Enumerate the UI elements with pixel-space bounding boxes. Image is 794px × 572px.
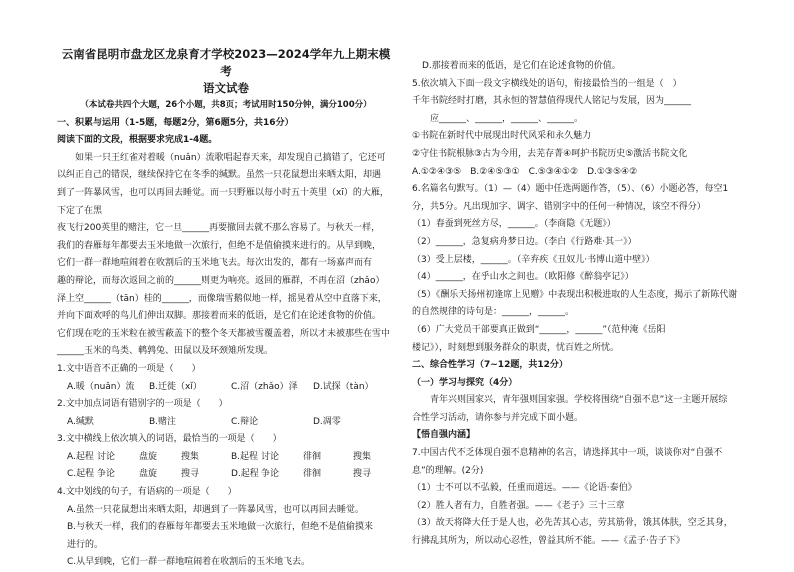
question-6-line: （6）广大党员干部要真正做到“______，______”（范仲淹《岳阳 xyxy=(412,324,666,335)
option-word: 讨论 xyxy=(261,451,280,462)
question-5-item-1: ①书院在新时代中展现出时代风采和永久魅力 xyxy=(412,131,592,142)
question-4-option-c[interactable]: C.从早到晚，它们一群一群地喧闹着在收割后的玉米地飞去。 xyxy=(67,557,311,568)
question-1: 1.文中语音不正确的一项是（ ） xyxy=(57,363,201,374)
intro-line: 青年兴则国家兴，青年强则国家强。学校将围绕“自强不息”这一主题开展综 xyxy=(430,395,728,406)
question-4-option-b-cont: 进行的。 xyxy=(67,539,104,550)
option[interactable]: B.赌注 xyxy=(149,416,177,427)
question-5-item-2: ②守住书院根脉③古为今用，去芜存菁④呵护书院历史⑤激活书院文化 xyxy=(412,148,688,159)
question-3-options-cd xyxy=(57,466,395,484)
option[interactable]: C.沼（zhǎo）泽 xyxy=(231,381,298,392)
question-3: 3.文中横线上依次填入的词语，最恰当的一项是（ ） xyxy=(57,434,282,445)
question-7-line: （1）士不可以不弘毅，任重而道远。——《论语·泰伯》 xyxy=(412,483,637,494)
left-column xyxy=(57,46,395,572)
option-word: 搜集 xyxy=(181,451,200,462)
option[interactable]: D.试探（tàn） xyxy=(313,381,374,392)
option[interactable]: A.起程 xyxy=(67,451,94,462)
subsection-1-heading: （一）学习与探究（4分） xyxy=(412,377,518,388)
passage-line: 我们的春雁每年都要去玉米地做一次旅行，但绝不是值偷摸来进行的。从早到晚， xyxy=(57,240,382,251)
question-7-line: （2）胜人者有力，自胜者强。——《老子》三十三章 xyxy=(412,500,625,511)
passage-line: 它们一群一群地喧闹着在收割后的玉米地飞去。每次出发的，都有一场嘉声而有 xyxy=(57,258,373,269)
option[interactable]: D.起程 xyxy=(231,469,259,480)
option-word: 讨论 xyxy=(97,451,116,462)
section-1-heading: 一、积累与运用（1-5题，每题2分，第6题5分，共16分） xyxy=(57,117,294,128)
question-7-line: （3）故天将降大任于是人也，必先苦其心志，劳其筋骨，饿其体肤，空乏其身， xyxy=(412,518,733,529)
option-word: 徘徊 xyxy=(303,469,322,480)
reading-instruction: 阅读下面的文段，根据要求完成1-4题。 xyxy=(57,135,218,146)
option[interactable]: C.辩论 xyxy=(231,416,259,427)
option-word: 搜寻 xyxy=(353,469,372,480)
option[interactable]: A.缄默 xyxy=(67,416,94,427)
intro-line: 合性学习活动，请你参与并完成下面小题。 xyxy=(412,412,584,423)
question-6-cont: 分，共5分。凡出现加字、调字、错别字中的任何一种情况，该空不得分） xyxy=(412,201,706,212)
question-6-line: （4）______，在乎山水之间也。（欧阳修《醉翁亭记》） xyxy=(412,272,634,283)
question-4-option-a[interactable]: A.虽然一只花鼠想出来晒太阳，却遇到了一阵暴风雪，也可以再回去睡觉。 xyxy=(67,504,364,515)
passage-line: 趣的辩论，而每次返回之前的______则更为响亮。返回的雁群，不再在沼（zhǎo） xyxy=(57,275,385,286)
option-word: 争论 xyxy=(261,469,280,480)
question-6-line: （2）______，急复病舟梦日边。（李白《行路难·其一》） xyxy=(412,236,637,247)
question-7: 7.中国古代不乏体现自强不息精神的名言，请选择其中一项，谈谈你对“自强不 xyxy=(412,448,723,459)
passage-line: 如果一只王红雀对着暖（nuǎn）流歌唱起春天来，却发现自己搞错了，它还可 xyxy=(75,152,386,163)
question-6: 6.名篇名句默写。（1）—（4）题中任选两题作答，（5）、（6）小题必答，每空1 xyxy=(412,184,729,195)
question-6-line: 的自然规律的诗句是：______，______。 xyxy=(412,307,575,318)
question-4-option-b[interactable]: B.与秋天一样，我们的春雁每年都要去玉米地做一次旅行，但绝不是值偷摸来 xyxy=(67,522,374,533)
exam-note: （本试卷共四个大题，26个小题，共8页；考试用时150分钟，满分100分） xyxy=(80,100,372,110)
option[interactable]: A.暖（nuǎn）流 xyxy=(67,381,135,392)
question-7-cont: 息”的理解。(2分) xyxy=(412,465,484,476)
exam-title-line2: 语文试卷 xyxy=(203,81,249,95)
passage-line: 并向下面欢呼的鸟儿们伸出双脚。那接着而来的低语，是它们在论述食物的价值。 xyxy=(57,311,382,322)
exam-title-line1: 云南省昆明市盘龙区龙泉育才学校2023—2024学年九上期末模考 xyxy=(61,47,391,78)
option[interactable]: B.迁徙（xǐ） xyxy=(149,381,202,392)
passage-line: 夜飞行200英里的赌注，它一旦______再要撤回去就不那么容易了。与秋天一样， xyxy=(57,223,381,234)
question-5-text-2: 应______、______，______、______。 xyxy=(430,113,584,124)
question-2: 2.文中加点词语有错别字的一项是（ ） xyxy=(57,399,228,410)
option-word: 盘旋 xyxy=(139,451,158,462)
question-4: 4.文中划线的句子，有语病的一项是（ ） xyxy=(57,487,237,498)
option-word: 徘徊 xyxy=(303,451,322,462)
question-2-options xyxy=(57,414,395,432)
passage-line: 泽上空______（tān）桂的______，而像瑞雪鹅似地一样，摇晃着从空中直落下来， xyxy=(57,293,387,304)
option-word: 争论 xyxy=(97,469,116,480)
question-5-text-1: 千年书院经时打磨，其永恒的智慧值得现代人铭记与发展，因为______ xyxy=(412,96,692,107)
passage-line: 以纠正自己的错误，继续保持它在冬季的缄默。虽然一只花鼠想出来晒太阳，却遇 xyxy=(57,170,382,181)
option-word: 盘旋 xyxy=(139,469,158,480)
question-3-options-ab xyxy=(57,449,395,467)
question-6-line: （5）《酬乐天扬州初逢席上见赠》中表现出积极进取的人生态度，揭示了新陈代谢 xyxy=(412,289,738,300)
option[interactable]: C.起程 xyxy=(67,469,95,480)
question-6-line: （1）春蚕到死丝方尽，______。（李商隐《无题》） xyxy=(412,219,616,230)
passage-line: 它们现在吃的玉米粒在被雪蔽盖下的整个冬天都被雪覆盖着，所以才未被那些在雪中 xyxy=(57,328,391,339)
question-1-options xyxy=(57,379,395,397)
question-5-options[interactable]: A.①②④③⑤ B.②④⑤③① C.⑤③④①② D.①③⑤④② xyxy=(412,166,638,177)
question-6-line: 楼记》），时刻想到服务群众的职责，忧百姓之所忧。 xyxy=(412,342,620,353)
passage-line: ______玉米的鸟类、鹌鹑兔、田鼠以及环颈雉所发现。 xyxy=(57,346,274,357)
section-2-heading: 二、综合性学习（7~12题，共12分） xyxy=(412,360,568,371)
option[interactable]: D.凋零 xyxy=(313,416,341,427)
question-7-line: 行拂乱其所为，所以动心忍性，曾益其所不能。——《孟子·告子下》 xyxy=(412,536,685,547)
question-5: 5.依次填入下面一段文字横线处的语句，衔接最恰当的一组是（ ） xyxy=(412,78,682,89)
option[interactable]: B.起程 xyxy=(231,451,259,462)
passage xyxy=(57,150,395,361)
topic-tag: 【悟自强内涵】 xyxy=(412,430,476,441)
option-word: 搜寻 xyxy=(181,469,200,480)
option-word: 搜集 xyxy=(353,451,372,462)
passage-line: 到了一阵暴风雪，也可以再回去睡觉。而一只野雁以每小时五十英里（xī）的大雁，下定了在黑 xyxy=(57,187,389,216)
right-column xyxy=(412,58,758,551)
question-4-option-d[interactable]: D.那接着而来的低语，是它们在论述食物的价值。 xyxy=(422,61,621,71)
question-6-line: （3）受上层楼，______。（辛弃疾《丑奴儿·书博山道中壁》） xyxy=(412,254,655,265)
